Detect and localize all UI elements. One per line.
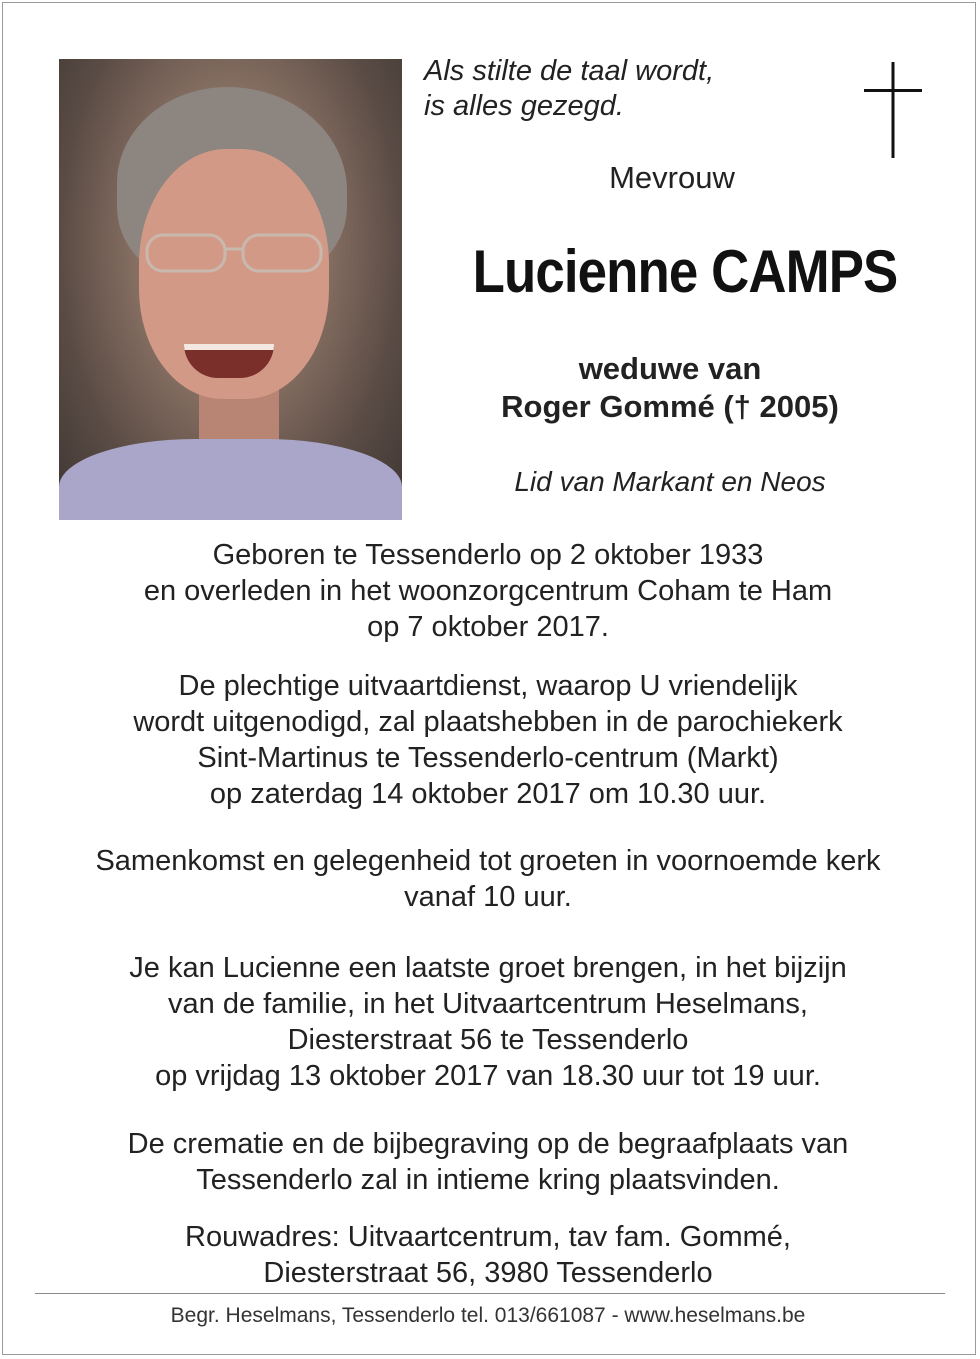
text-line: vanaf 10 uur. xyxy=(404,881,572,913)
text-line: De plechtige uitvaartdienst, waarop U vriendelijk xyxy=(178,670,798,702)
farewell-paragraph xyxy=(0,950,976,1094)
text-line: en overleden in het woonzorgcentrum Coham te Ham xyxy=(143,575,833,607)
text-line: Tessenderlo zal in intieme kring plaatsvinden. xyxy=(196,1164,780,1196)
widow-line: weduwe van xyxy=(578,351,762,386)
membership: Lid van Markant en Neos xyxy=(514,466,826,497)
gathering-paragraph xyxy=(0,843,976,915)
address-paragraph xyxy=(0,1219,976,1291)
cremation-paragraph xyxy=(0,1126,976,1198)
quote-line: Als stilte de taal wordt, xyxy=(424,55,715,87)
text-line: wordt uitgenodigd, zal plaatshebben in de parochiekerk xyxy=(133,706,843,738)
portrait-photo xyxy=(59,59,402,520)
widow-of xyxy=(430,350,910,426)
quote-line: is alles gezegd. xyxy=(424,90,624,122)
text-line: op zaterdag 14 oktober 2017 om 10.30 uur. xyxy=(209,778,767,810)
text-line: van de familie, in het Uitvaartcentrum Heselmans, xyxy=(168,988,808,1020)
text-line: op 7 oktober 2017. xyxy=(367,611,609,643)
quote xyxy=(424,54,714,124)
text-line: op vrijdag 13 oktober 2017 van 18.30 uur tot 19 uur. xyxy=(155,1060,821,1092)
text-line: Rouwadres: Uitvaartcentrum, tav fam. Gommé, xyxy=(185,1221,791,1253)
deceased-name: Lucienne CAMPS xyxy=(472,238,898,305)
cross-icon xyxy=(864,62,922,158)
footer-contact: Begr. Heselmans, Tessenderlo tel. 013/661087 - www.heselmans.be xyxy=(170,1304,806,1327)
text-line: Diesterstraat 56 te Tessenderlo xyxy=(287,1024,689,1056)
widow-line: Roger Gommé († 2005) xyxy=(501,389,839,424)
text-line: Samenkomst en gelegenheid tot groeten in voornoemde kerk xyxy=(95,845,881,877)
text-line: Diesterstraat 56, 3980 Tessenderlo xyxy=(263,1257,713,1289)
text-line: De crematie en de bijbegraving op de begraafplaats van xyxy=(127,1128,849,1160)
footer-divider xyxy=(35,1293,945,1294)
text-line: Geboren te Tessenderlo op 2 oktober 1933 xyxy=(212,539,764,571)
text-line: Je kan Lucienne een laatste groet brengen, in het bijzijn xyxy=(129,952,847,984)
salutation: Mevrouw xyxy=(609,160,735,195)
text-line: Sint-Martinus te Tessenderlo-centrum (Markt) xyxy=(197,742,779,774)
service-paragraph xyxy=(0,668,976,812)
birth-paragraph xyxy=(0,537,976,645)
